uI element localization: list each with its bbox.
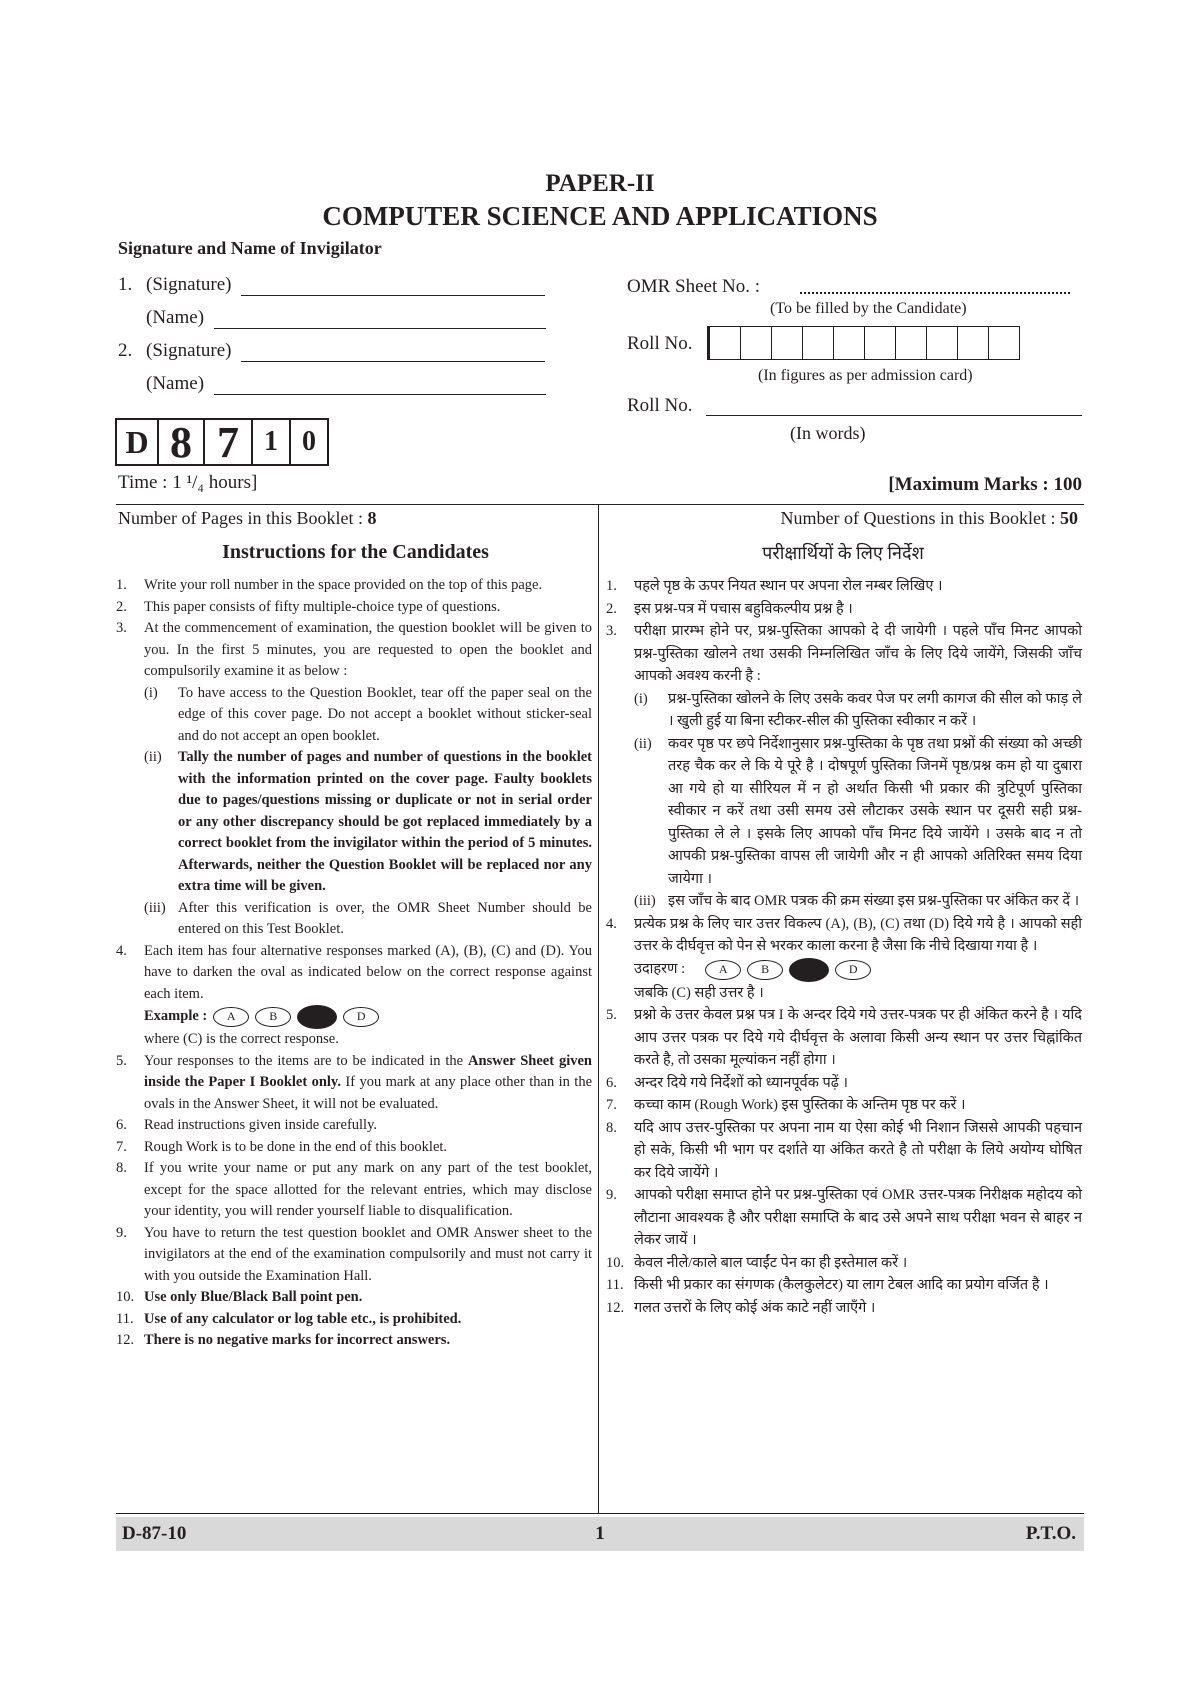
invigilator-heading: Signature and Name of Invigilator xyxy=(118,238,382,258)
signature-line[interactable] xyxy=(241,360,545,362)
invigilator-1-name-row: (Name) xyxy=(118,307,546,329)
code-digit: 7 xyxy=(205,420,253,464)
roll-digit-box[interactable] xyxy=(896,327,927,359)
example-row: उदाहरण : A B D xyxy=(606,958,1082,982)
roll-words-field[interactable] xyxy=(706,415,1082,416)
questions-info: Number of Questions in this Booklet : 50 xyxy=(780,508,1078,528)
invigilator-2-signature-row: 2. (Signature) xyxy=(118,340,545,362)
example-row: Example : A B D xyxy=(116,1005,592,1029)
instruction-subitem: (iii) इस जाँच के बाद OMR पत्रक की क्रम संख्या इस प्रश्न-पुस्तिका पर अंकित कर दें । xyxy=(634,893,1080,909)
instruction-subitem: (ii) Tally the number of pages and number of questions in the booklet with the information printed on the cover page. Faulty booklets due to pages/questions missing or duplicate or not in serial order or any other discrepancy should be got replaced immediately by a correct booklet from the invigilator within the period of 5 minutes. Afterwards, neither the Question Booklet will be replaced nor any extra time will be given. xyxy=(144,749,592,894)
bubble-d: D xyxy=(835,960,871,980)
instruction-item: 7. कच्चा काम (Rough Work) इस पुस्तिका के अन्तिम पृष्ठ पर करें । xyxy=(606,1097,966,1113)
instruction-item: 4. प्रत्येक प्रश्न के लिए चार उत्तर विकल्प (A), (B), (C) तथा (D) दिये गये है । आपको सही उत्तर के दीर्घवृत्त को पेन से भरकर काला करना है जैसा कि नीचे दिखाया गया है । xyxy=(606,915,1082,954)
name-line[interactable] xyxy=(214,327,546,329)
instruction-item: 9. आपको परीक्षा समाप्त होने पर प्रश्न-पुस्तिका एवं OMR उत्तर-पत्रक निरीक्षक महोदय को लौटाना आवश्यक है और परीक्षा समाप्ति के बाद उसे अपने साथ परीक्षा भवन से बाहर न लेकर जायें । xyxy=(606,1187,1082,1248)
instruction-item: 1. Write your roll number in the space provided on the top of this page. xyxy=(116,577,543,593)
example-note: where (C) is the correct response. xyxy=(144,1031,339,1047)
instruction-item: 9. You have to return the test question booklet and OMR Answer sheet to the invigilators at the end of the examination compulsorily and must not carry it with you outside the Examination Hall. xyxy=(116,1224,592,1284)
instruction-item: 1. पहले पृष्ठ के ऊपर नियत स्थान पर अपना रोल नम्बर लिखिए । xyxy=(606,578,943,594)
in-words-note: (In words) xyxy=(790,423,866,443)
instruction-item: 6. अन्दर दिये गये निर्देशों को ध्यानपूर्वक पढ़ें । xyxy=(606,1074,849,1091)
maximum-marks: [Maximum Marks : 100 xyxy=(888,474,1082,495)
fill-note: (To be filled by the Candidate) xyxy=(770,300,967,317)
instruction-subitem: (i) To have access to the Question Booklet, tear off the paper seal on the edge of this cover page. Do not accept a booklet without sticker-seal and do not accept an open booklet. xyxy=(144,684,592,744)
bubble-d: D xyxy=(343,1007,379,1027)
instruction-subitem: (iii) After this verification is over, the OMR Sheet Number should be entered on this Test Booklet. xyxy=(144,899,592,937)
omr-sheet-label: OMR Sheet No. : xyxy=(627,276,760,297)
instruction-item: 5. Your responses to the items are to be indicated in the Answer Sheet given inside the Paper I Booklet only. If you mark at any place other than in the ovals in the Answer Sheet, it will not be evaluated. xyxy=(116,1052,593,1112)
answer-bubbles xyxy=(705,958,871,982)
bubble-a: A xyxy=(213,1007,249,1027)
time-allowed: Time : 1 ¹/₄ hours] xyxy=(118,472,258,493)
roll-digit-box[interactable] xyxy=(741,327,772,359)
instruction-item: 8. यदि आप उत्तर-पुस्तिका पर अपना नाम या ऐसा कोई भी निशान जिससे आपकी पहचान हो सके, किसी भी भाग पर दर्शाते या अंकित करते है तो परीक्षा के लिये अयोग्य घोषित कर दिये जायेंगे । xyxy=(606,1119,1082,1181)
instruction-item: 7. Rough Work is to be done in the end of this booklet. xyxy=(116,1138,448,1155)
instruction-subitem: (ii) कवर पृष्ठ पर छपे निर्देशानुसार प्रश्न-पुस्तिका के पृष्ठ तथा प्रश्नों की संख्या को अच्छी तरह चैक कर ले कि ये पूरे है । दोषपूर्ण पुस्तिका जिनमें पृष्ठ/प्रश्न कम हो या दुबारा आ गये हो या सीरियल में न हो अर्थात किसी भी प्रकार की त्रुटिपूर्ण पुस्तिका स्वीकार न करें तथा उसी समय उसे लौटाकर उसके स्थान पर दूसरी सही प्रश्न-पुस्तिका ले ले । इसके लिए आपको पाँच मिनट दिये जायेंगे । उसके बाद न तो आपकी प्रश्न-पुस्तिका वापस ली जायेगी और न ही आपको अतिरिक्त समय दिया जायेगा । xyxy=(634,735,1082,887)
invigilator-1-signature-row: 1. (Signature) xyxy=(118,274,545,296)
instruction-item: 10. केवल नीले/काले बाल प्वाईंट पेन का ही इस्तेमाल करें । xyxy=(606,1254,908,1271)
roll-digit-box[interactable] xyxy=(772,327,803,359)
instruction-item: 11. किसी भी प्रकार का संगणक (कैलकुलेटर) या लाग टेबल आदि का प्रयोग वर्जित है । xyxy=(606,1277,1049,1293)
pto-label: P.T.O. xyxy=(1025,1523,1076,1544)
roll-number-boxes[interactable] xyxy=(707,326,1020,360)
roll-digit-box[interactable] xyxy=(989,327,1019,359)
code-digit: 1 xyxy=(253,420,291,464)
instructions-english xyxy=(116,575,592,1352)
pages-info: Number of Pages in this Booklet : 8 xyxy=(118,508,377,528)
roll-digit-box[interactable] xyxy=(927,327,958,359)
bubble-c-filled xyxy=(297,1005,337,1029)
signature-line[interactable] xyxy=(241,294,545,296)
roll-digit-box[interactable] xyxy=(803,327,834,359)
instructions-heading-hindi: परीक्षार्थियों के लिए निर्देश xyxy=(762,543,924,563)
instruction-item: 5. प्रश्नो के उत्तर केवल प्रश्न पत्र I के अन्दर दिये गये उत्तर-पत्रक पर ही अंकित करने है । यदि आप उत्तर पत्रक पर दिये गये दीर्घवृत्त के अलावा किसी अन्य स्थान पर उत्तर चिह्नांकित करते है, तो उसका मूल्यांकन नहीं होगा । xyxy=(606,1007,1082,1068)
instruction-item: 2. इस प्रश्न-पत्र में पचास बहुविकल्पीय प्रश्न है । xyxy=(606,600,853,617)
divider xyxy=(116,1513,1084,1514)
roll-digit-box[interactable] xyxy=(865,327,896,359)
booklet-code xyxy=(115,418,329,466)
roll-digit-box[interactable] xyxy=(834,327,865,359)
instruction-item: 8. If you write your name or put any mark on any part of the test booklet, except for the space allotted for the relevant entries, which may disclose your identity, you will render yourself liable to disqualification. xyxy=(116,1160,592,1219)
bubble-c-filled xyxy=(789,958,829,982)
instruction-item: 11. Use of any calculator or log table etc., is prohibited. xyxy=(116,1310,462,1327)
instructions-heading-english: Instructions for the Candidates xyxy=(222,541,489,563)
subject-title: COMPUTER SCIENCE AND APPLICATIONS xyxy=(322,201,878,231)
instruction-item: 6. Read instructions given inside carefully. xyxy=(116,1117,378,1133)
code-digit: 8 xyxy=(159,420,205,464)
instruction-subitem: (i) प्रश्न-पुस्तिका खोलने के लिए उसके कवर पेज पर लगी कागज की सील को फाड़ ले । खुली हुई या बिना स्टीकर-सील की पुस्तिका स्वीकार न करें । xyxy=(634,690,1082,729)
invigilator-2-name-row: (Name) xyxy=(118,373,546,395)
roll-digit-box[interactable] xyxy=(958,327,989,359)
footer-code: D-87-10 xyxy=(122,1523,187,1544)
omr-sheet-field[interactable] xyxy=(800,292,1070,294)
instruction-item: 12. गलत उत्तरों के लिए कोई अंक काटे नहीं जाएँगे । xyxy=(606,1299,876,1316)
column-divider xyxy=(598,504,599,1513)
code-letter: D xyxy=(117,420,159,464)
bubble-a: A xyxy=(705,960,741,980)
instruction-item: 3. At the commencement of examination, the question booklet will be given to you. In the first 5 minutes, you are requested to open the booklet and compulsorily examine it as below : xyxy=(116,620,592,679)
bubble-b: B xyxy=(747,960,783,980)
instruction-item: 4. Each item has four alternative responses marked (A), (B), (C) and (D). You have to darken the oval as indicated below on the correct response against each item. xyxy=(116,942,592,1002)
roll-number-label: Roll No. xyxy=(627,333,693,354)
instruction-item: 12. There is no negative marks for incorrect answers. xyxy=(116,1332,451,1348)
divider xyxy=(116,504,1084,505)
answer-bubbles xyxy=(213,1005,379,1029)
instruction-item: 2. This paper consists of fifty multiple-choice type of questions. xyxy=(116,598,501,615)
roll-digit-box[interactable] xyxy=(708,327,741,359)
code-digit: 0 xyxy=(302,426,316,457)
name-line[interactable] xyxy=(214,393,546,395)
example-note: जबकि (C) सही उत्तर है । xyxy=(634,984,764,1001)
page-number: 1 xyxy=(595,1523,605,1544)
instruction-item: 10. Use only Blue/Black Ball point pen. xyxy=(116,1289,363,1305)
figures-note: (In figures as per admission card) xyxy=(758,367,973,384)
paper-title: PAPER-II xyxy=(545,170,655,197)
roll-words-label: Roll No. xyxy=(627,395,693,416)
instruction-item: 3. परीक्षा प्रारम्भ होने पर, प्रश्न-पुस्तिका आपको दे दी जायेगी । पहले पाँच मिनट आपको प्रश्न-पुस्तिका खोलने तथा उसकी निम्नलिखित जाँच के लिए दिये जायेंगे, जिसकी जाँच आपको अवश्य करनी है : xyxy=(606,623,1082,684)
instructions-hindi xyxy=(606,575,1082,1319)
bubble-b: B xyxy=(255,1007,291,1027)
